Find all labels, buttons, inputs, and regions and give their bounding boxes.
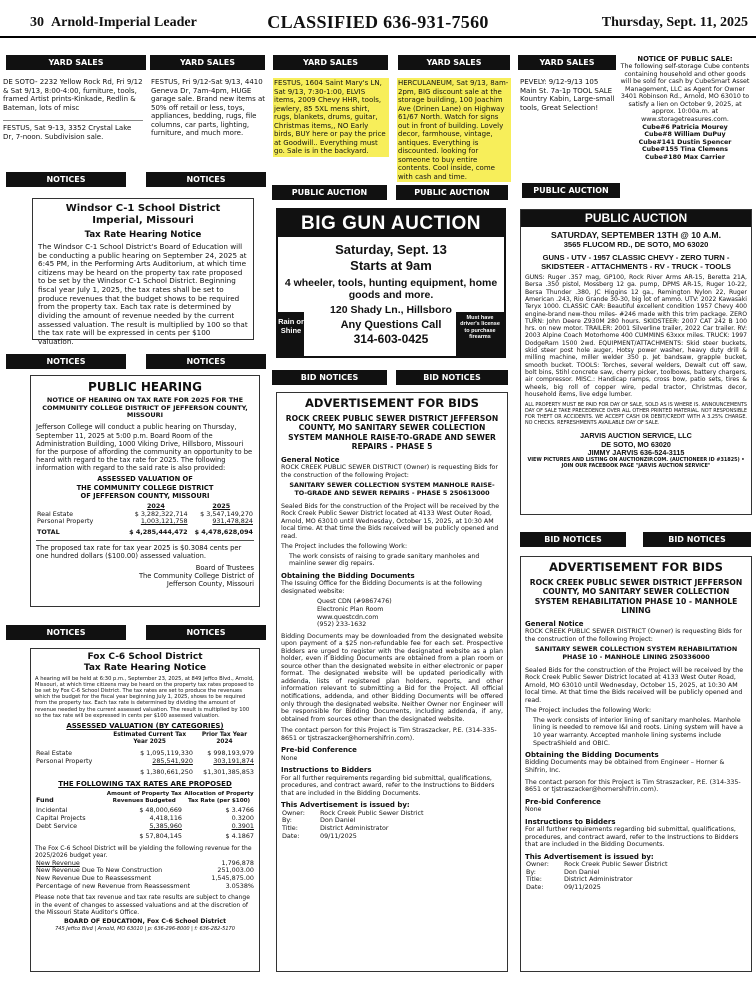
yard-sales-bar-5: YARD SALES — [518, 55, 616, 70]
sig-line: Board of Trustees — [195, 564, 254, 573]
notices-bar: NOTICES — [146, 172, 266, 187]
fox-body: A hearing will be held at 6:30 p.m., September 23, 2025, at 849 Jeffco Blvd., Arnold, Missouri, at which time citizens may be heard on the property tax rates proposed to be set by Fox C-6 School District. The tax rates are set to produce the revenues which the budget for the fiscal year beginning July 1, 2025, shows to be required from the property tax. Each tax rate is determined by dividing the amount of revenue needed by the current assessed valuation. The result is multiplied by 100 so the tax rate will be expressed in cents per $100 assessed valuation. — [35, 675, 254, 719]
fox-rates-table — [35, 791, 255, 841]
table-row: Personal Property 285,541,920 303,191,874 — [36, 756, 254, 765]
bid-notices-bar: BID NOTICES — [520, 532, 626, 547]
bid2-includes: The Project includes the following Work: — [525, 707, 652, 715]
public-sale-body: The following self-storage Cube contents containing household and other goods will be sold for cash by CubeSmart Asset Management, LLC as Agent for Owner 3401 Robinson Rd., Arnold, MO 63010 to satisfy a lien on October 9, 2025, at approx. 10:00a.m. at www.storagetreasures.com. — [620, 63, 750, 123]
bid1-includes: The Project includes the following Work: — [281, 543, 408, 551]
bid2-prebid: None — [525, 806, 542, 814]
proposed-rate: The proposed tax rate for tax year 2025 is $0.3084 cents per one hundred dollars ($100.00) assessed valuation. — [36, 543, 242, 560]
bid2-title: ADVERTISEMENT FOR BIDS — [549, 560, 723, 574]
bid2-project: SANITARY SEWER COLLECTION SYSTEM REHABILITATION PHASE 10 - MANHOLE LINING 250336000 — [534, 645, 738, 661]
bid2-work: The work consists of interior lining of sanitary manholes. Manhole lining is needed to remove I&I and roots. Lining system will have a 10 year warranty. Accepted manhole lining systems include SpectraShield and OBIC. — [533, 716, 743, 747]
yard-sale-desoto: DE SOTO- 2232 Yellow Rock Rd, Fri 9/12 & Sat 9/13, 8:00-4:00, furniture, tools, framed Artist prints-Kinkade, Redlin & Bateman, lots of misc — [3, 78, 143, 112]
table-row: Capital Projects 4,418,116 0.3200 — [36, 813, 254, 822]
table-row: New Revenue Due to Reassessment 1,545,875.00 — [36, 874, 254, 882]
table-row: Real Estate $ 3,282,322,714 $ 3,547,149,270 — [37, 509, 253, 518]
bid1-signature-table — [281, 810, 503, 841]
bid2-instructions-heading: Instructions to Bidders — [525, 817, 616, 826]
pa-company-phone: JIMMY JARVIS 636-524-3115 — [587, 448, 685, 458]
pa-title: PUBLIC AUCTION — [521, 210, 751, 227]
bid1-contact: The contact person for this Project is Tim Straszacker, P.E. (314-335-8651 or tjstraszacker@hornershifrin.com). — [281, 727, 497, 742]
bid1-sealed: Sealed Bids for the construction of the Project will be received by the Rock Creek Public Sewer District located at 4133 West Outer Road, Arnold, MO 63010 until Wednesday, October 15, 2025, at 10:30 AM local time. At that time the Bids received will be publicly opened and read. — [281, 502, 500, 540]
fox-av-col1: Estimated Current Tax Year 2025 — [113, 732, 187, 746]
public-hearing-notice — [30, 375, 260, 607]
public-sale-title: NOTICE OF PUBLIC SALE: — [637, 55, 733, 63]
table-row: Title: District Administrator — [526, 875, 633, 884]
windsor-subtitle: Imperial, Missouri — [92, 215, 194, 227]
table-row: Owner: Rock Creek Public Sewer District — [526, 860, 668, 868]
pa-terms: ALL PROPERTY MUST BE PAID FOR DAY OF SALE, SOLD AS IS WHERE IS. ANNOUNCEMENTS DAY OF SALE TAKE PRECEDENCE OVER ALL OTHER PRINTED MATERIAL. NOT RESPONSIBLE FOR THEFT OR ACCIDENTS. WE ACCEPT CASH OR DEBIT/CREDIT WITH A 3.25% CHARGE. NO CHECKS. REFRESHMENTS AVAILABLE DAY OF SALE. — [525, 402, 747, 426]
bid2-signature-table — [525, 861, 747, 892]
bid1-issued-by: This Advertisement is issued by: — [281, 801, 410, 810]
windsor-title: Windsor C-1 School District — [65, 203, 221, 214]
bid-notices-bar: BID NOTICES — [396, 370, 508, 385]
av-line: THE COMMUNITY COLLEGE DISTRICT — [76, 483, 214, 492]
big-gun-auction — [276, 208, 506, 358]
table-row: By: Don Daniel — [526, 867, 600, 876]
allocation-col: Allocation of Property Tax Rate (per $100) — [184, 790, 254, 804]
table-row: Percentage of new Revenue from Reassessment 3.0538% — [36, 881, 254, 890]
public-auction-bar: PUBLIC AUCTION — [396, 185, 508, 200]
table-row: Owner: Rock Creek Public Sewer District — [282, 808, 424, 817]
windsor-notice — [32, 198, 254, 346]
yard-sales-bar-3: YARD SALES — [273, 55, 388, 70]
bid1-subtitle: ROCK CREEK PUBLIC SEWER DISTRICT JEFFERSON COUNTY, MO SANITARY SEWER COLLECTION SYSTEM MANHOLE RAISE-TO-GRADE AND SEWER REPAIRS - PHASE 5 — [285, 413, 499, 452]
rain-or-shine-badge: Rain or Shine — [278, 312, 304, 356]
bid1-instructions: For all further requirements regarding bid submittal, qualifications, procedures, and contract award, refer to the Instructions to Bidders that are included in the Bidding Documents. — [281, 774, 495, 797]
bid2-prebid-heading: Pre-bid Conference — [525, 797, 601, 806]
yard-sales-bar-2: YARD SALES — [150, 55, 265, 70]
bid1-instructions-heading: Instructions to Bidders — [281, 766, 372, 775]
site-line: Electronic Plan Room — [317, 606, 384, 613]
site-line: Quest CDN (#9867476) — [317, 598, 392, 606]
windsor-body: The Windsor C-1 School District's Board of Education will be conducting a public hearing on September 24, 2025 at 6:45 PM, in the Performing Arts Auditorium, at which time citizens may be heard on the property tax rate proposed to be set by the Windsor C-1 School District. Beginning fiscal year July 1, 2025, the tax rates shall be set to produce revenues that the budget shows to be required from the property tax. Each tax rate is determined by dividing the amount of revenue needed by the current assessed valuation. The result is multiplied by 100 so that the tax rate will be expressed in cents per $100 valuation. — [38, 241, 248, 346]
bid1-general-notice: ROCK CREEK PUBLIC SEWER DISTRICT (Owner) is requesting Bids for the construction of the following Project: — [281, 464, 498, 479]
fox-yield-table — [35, 860, 255, 891]
table-row: TOTAL $ 4,285,444,472 $ 4,478,628,094 — [37, 528, 253, 536]
col-2025: 2025 — [212, 501, 231, 510]
pa-listing: GUNS: Ruger .357 mag, GP100, Rock River Arms AR-15, Beretta 21A, Bersa .350 pistol, Mossberg 12 ga. pump, DPMS AR-15, Ruger 10-22, Bersa Thunder .380, JC Higgins 12 ga., Remington Nylon 22, Ruger American .243, Rio Grande 30-30, big lot of ammo. UTV: 2022 Kawasaki Teryx 1000. CLASSIC CAR: Beautiful excellent condition 1957 Chevy 400 engine-brand new-thou miles- #246 made with this trim package. ZERO TURN: John Deere Z930M 280 hours. SKIDSTEER: 2007 CAT 242 B 100 hrs. on new motor. TRAILER: 2001 Silverline trailer, 2022 Car trailer. RV: 2003 Alpine Coach Motorhome 400 CUMMINS 63xxx miles. TRUCK: 1997 DodgeRam 1500 2wd. EQUIPMENT/ATTACHMENTS: Skid steer buckets, skid steer post hole auger, Hotsy power washer, heavy duty drill & milling machine, miller welder 350 p. Jet bandsaw, grapple bucket, smooth bucket. TOOLS: Torches, several welders, Dewalt cut off saw, bolt bins, Stihl concrete saw, cherry picker, toolboxes, battery chargers, air compressor. MISC.: Handicap ramps, cross bow, patio sets, tires & wheels, big roll of copper wire, pedal tractor, Christmas decor, household items, live edge lumber. — [525, 273, 747, 398]
table-row: Personal Property 1,003,121,758 931,478,824 — [37, 517, 253, 526]
notices-bar: NOTICES — [6, 172, 126, 187]
gun-time: Starts at 9am — [350, 257, 432, 273]
license-note-badge: Must have driver's license to purchase firearms — [456, 312, 504, 356]
page-header — [0, 0, 756, 38]
hearing-title: PUBLIC HEARING — [88, 380, 202, 394]
table-row: By: Don Daniel — [282, 816, 356, 825]
bid2-subtitle: ROCK CREEK PUBLIC SEWER DISTRICT JEFFERSON COUNTY, MO SANITARY SEWER COLLECTION SYSTEM REHABILITATION PHASE 10 - MANHOLE LINING — [529, 577, 743, 616]
fox-rates-title: THE FOLLOWING TAX RATES ARE PROPOSED — [58, 780, 232, 789]
fox-address: 745 Jeffco Blvd | Arnold, MO 63010 | p: 636-296-8000 | f: 636-282-5170 — [55, 925, 235, 932]
table-row: New Revenue Due To New Construction 251,003.00 — [36, 866, 254, 875]
amount-col: Amount of Property Tax Revenues Budgeted — [106, 790, 182, 804]
assessed-valuation-heading — [36, 475, 254, 500]
fox-av-title: ASSESSED VALUATION (BY CATEGORIES) — [66, 721, 224, 730]
classified-phone: CLASSIFIED 636-931-7560 — [267, 12, 489, 32]
fox-yield: The Fox C-6 School District will be yielding the following revenue for the 2025/2026 budget year. — [35, 845, 252, 860]
notices-bar: NOTICES — [146, 625, 266, 640]
valuation-table — [36, 503, 254, 537]
bid2-obtaining: Bidding Documents may be obtained from Engineer – Horner & Shifrin, Inc. — [525, 759, 725, 774]
cube-item: Cube#6 Patricia Mourey — [642, 123, 728, 131]
col-2024: 2024 — [146, 501, 165, 510]
divider — [3, 120, 143, 121]
table-row: Incidental $ 48,000,669 $ 3.4766 — [36, 806, 254, 815]
fox-title: Fox C-6 School District — [87, 652, 203, 662]
gun-items: 4 wheeler, tools, hunting equipment, home goods and more. — [284, 276, 498, 301]
sig-line: The Community College District of — [138, 572, 254, 581]
bid2-contact: The contact person for this Project is Tim Straszacker, P.E. (314-335-8651 or tjstraszacker@hornershifrin.com). — [525, 778, 741, 794]
bid1-title: ADVERTISEMENT FOR BIDS — [305, 396, 479, 410]
windsor-hearing-title: Tax Rate Hearing Notice — [84, 230, 202, 241]
yard-sale-herculaneum: HERCULANEUM, Sat 9/13, 8am-2pm, BIG discount sale at the storage building, 100 Joachim Ave (Drinen Lane) on Highway 61/67 North. Watch for signs out in front of building. Lovely decor, farmhouse, vintage, antiques. Everything is discounted. looking for someone to buy entire contents. Cool inside, come with cash and time. — [397, 78, 511, 182]
yard-sales-bar-4: YARD SALES — [398, 55, 510, 70]
gun-phone: 314-603-0425 — [353, 332, 429, 347]
yard-sale-festus-saint-marys: FESTUS, 1604 Saint Mary's LN, Sat 9/13, 7:30-1:00, ELVIS items, 2009 Chevy HHR, tools, jewlery, 85 5XL mens shirt, rugs, blankets, drums, guitar, Christmas items,, NO Early birds, BUY here or pay the price at Goodwill.. Everything must go. Sale is in the backyard. — [273, 78, 389, 157]
bid1-general-notice-heading: General Notice — [281, 455, 340, 464]
cube-item: Cube#141 Dustin Spencer — [638, 138, 732, 146]
bid2-issued-by: This Advertisement is issued by: — [525, 852, 654, 861]
bid1-prebid-heading: Pre-bid Conference — [281, 746, 357, 755]
gun-address: 120 Shady Ln., Hillsboro — [330, 303, 452, 316]
bid-notices-bar: BID NOTICES — [272, 370, 387, 385]
bid2-obtaining-heading: Obtaining the Bidding Documents — [525, 751, 659, 760]
fund-col: Fund — [36, 795, 54, 804]
gun-date: Saturday, Sept. 13 — [335, 242, 447, 257]
site-line: (952) 233-1632 — [317, 621, 367, 629]
bid-notices-bar: BID NOTICES — [643, 532, 751, 547]
fox-board: BOARD OF EDUCATION, Fox C-6 School District — [63, 918, 227, 926]
pa-company: JARVIS AUCTION SERVICE, LLC — [580, 430, 692, 440]
fox-av-table — [35, 732, 255, 776]
bid1-prebid: None — [281, 754, 298, 762]
table-row: Title: District Administrator — [282, 824, 389, 833]
table-row: Real Estate $ 1,095,119,330 $ 998,193,979 — [36, 749, 254, 758]
av-line: ASSESSED VALUATION OF — [97, 475, 193, 484]
fox-av-col2: Prior Tax Year 2024 — [201, 732, 248, 746]
hearing-body: Jefferson College will conduct a public hearing on Thursday, September 11, 2025 at 5:00 p.m. Board Room of the Administration Building, 1000 Viking Drive, Hillsboro, Missouri for the purpose of affording the community an opportunity to be heard with regard to the tax rate for 2025. The following information with regard to the said rate is also provided: — [36, 423, 253, 473]
av-line: OF JEFFERSON COUNTY, MISSOURI — [80, 491, 210, 500]
issue-date: Thursday, Sept. 11, 2025 — [601, 15, 748, 30]
public-auction-bar: PUBLIC AUCTION — [522, 183, 620, 198]
table-row: Date: 09/11/2025 — [282, 831, 357, 840]
table-row: $ 1,380,661,250 $1,301,385,853 — [140, 767, 254, 776]
gun-auction-title: BIG GUN AUCTION — [278, 210, 504, 237]
fox-hearing-title: Tax Rate Hearing Notice — [83, 662, 207, 673]
yard-sale-festus-subdivision: FESTUS, Sat 9-13, 3352 Crystal Lake Dr, 7-noon. Subdivision sale. — [3, 124, 132, 141]
cube-item: Cube#155 Tina Clemens — [642, 146, 728, 154]
pa-categories: GUNS - UTV - 1957 CLASSIC CHEVY - ZERO TURN - SKIDSTEER - ATTACHMENTS - RV - TRUCK - TOOLS — [541, 252, 731, 271]
site-line: www.questcdn.com — [317, 613, 379, 621]
bid2-sealed: Sealed Bids for the construction of the Project will be received by the Rock Creek Public Sewer District located at 4133 West Outer Road, Arnold, MO 63010 until Wednesday, October 15, 2025, at 10:30 AM local time. At that time the Bids received will be publicly opened and read. — [525, 666, 744, 704]
table-row: $ 57,804,145 $ 4.1867 — [139, 832, 254, 841]
notice-public-sale — [620, 55, 750, 161]
table-row: Debt Service 5,385,960 0.3901 — [36, 821, 254, 830]
fox-note: Please note that tax revenue and tax rate results are subject to change in the event of changes to assessed valuations and at the discretion of the Missouri State Auditor's Office. — [35, 894, 250, 916]
bid2-general-notice: ROCK CREEK PUBLIC SEWER DISTRICT (Owner) is requesting Bids for the construction of the following Project: — [525, 628, 742, 643]
public-auction-bar: PUBLIC AUCTION — [272, 185, 387, 200]
notices-bar: NOTICES — [6, 354, 126, 369]
bid1-website-block — [317, 598, 503, 628]
cube-list — [620, 124, 750, 162]
pa-company-web: VIEW PICTURES AND LISTING ON AUCTIONZIP.COM. (AUCTIONEER ID #31825) • JOIN OUR FACEBOOK PAGE "JARVIS AUCTION SERVICE" — [527, 457, 745, 469]
yard-sale-pevely: PEVELY: 9/12-9/13 105 Main St. 7a-1p TOOL SALE Kountry Kabin, Large-small tools, Great Selection! — [520, 78, 615, 112]
table-row: New Revenue 1,796,878 — [36, 858, 254, 867]
sig-line: Jefferson County, Missouri — [166, 580, 254, 589]
hearing-signature — [36, 564, 254, 589]
bid1-documents: Bidding Documents may be downloaded from the designated website upon payment of a $25 non-refundable fee for each set. Prospective Bidders are urged to register with the designated website as a plan holder, even if Bidding Documents are obtained from a plan room or source other than the designated website in either electronic or paper format. The designated website will be updated periodically with addenda, lists of registered plan holders, reports, and other information relevant to submitting a Bid for the Project. All official notifications, addenda, and other Bidding Documents will be offered only through the designated website. Neither Owner nor Engineer will be responsible for Bidding Documents, including addenda, if any, obtained from sources other than the designated website. — [281, 632, 503, 723]
bid2-general-notice-heading: General Notice — [525, 619, 584, 628]
bid-ad-manhole-lining — [520, 556, 752, 972]
table-row: Date: 09/11/2025 — [526, 883, 601, 892]
gun-questions: Any Questions Call — [340, 318, 442, 331]
cube-item: Cube#8 William DuPuy — [644, 131, 726, 139]
notices-bar: NOTICES — [146, 354, 266, 369]
bid-ad-manhole-raise — [276, 392, 508, 972]
pa-company-city: DE SOTO, MO 63020 — [601, 439, 671, 449]
notices-bar: NOTICES — [6, 625, 126, 640]
bid1-obtaining: The Issuing Office for the Bidding Documents is at the following designated website: — [281, 580, 482, 595]
pa-address: 3565 FLUCOM RD., DE SOTO, MO 63020 — [563, 240, 709, 250]
page-number-and-paper: 30 Arnold-Imperial Leader — [30, 15, 197, 30]
bid1-obtaining-heading: Obtaining the Bidding Documents — [281, 571, 415, 580]
public-auction-ad — [520, 209, 752, 515]
yard-sale-festus-geneva: FESTUS, Fri 9/12-Sat 9/13, 4410 Geneva Dr, 7am-4pm, HUGE garage sale. Brand new items at 50% off retail or less, toys, appliances, bedding, rugs, file columns, car parts, lighting, furniture, and much more. — [151, 78, 266, 138]
fox-notice — [30, 648, 260, 972]
yard-sales-bar-1: YARD SALES — [6, 55, 146, 70]
bid2-instructions: For all further requirements regarding bid submittal, qualifications, procedures, and contract award, refer to the Instructions to Bidders that are included in the Bidding Documents. — [525, 825, 739, 849]
pa-date: SATURDAY, SEPTEMBER 13TH @ 10 A.M. — [551, 230, 721, 240]
bid1-project: SANITARY SEWER COLLECTION SYSTEM MANHOLE RAISE-TO-GRADE AND SEWER REPAIRS - PHASE 5 250613000 — [289, 481, 495, 497]
bid1-work: The work consists of raising to grade sanitary manholes and mainline sewer dig repairs. — [289, 552, 480, 568]
cube-item: Cube#180 Max Carrier — [645, 153, 725, 161]
hearing-subtitle: NOTICE OF HEARING ON TAX RATE FOR 2025 FOR THE COMMUNITY COLLEGE DISTRICT OF JEFFERSON COUNTY, MISSOURI — [42, 395, 248, 420]
